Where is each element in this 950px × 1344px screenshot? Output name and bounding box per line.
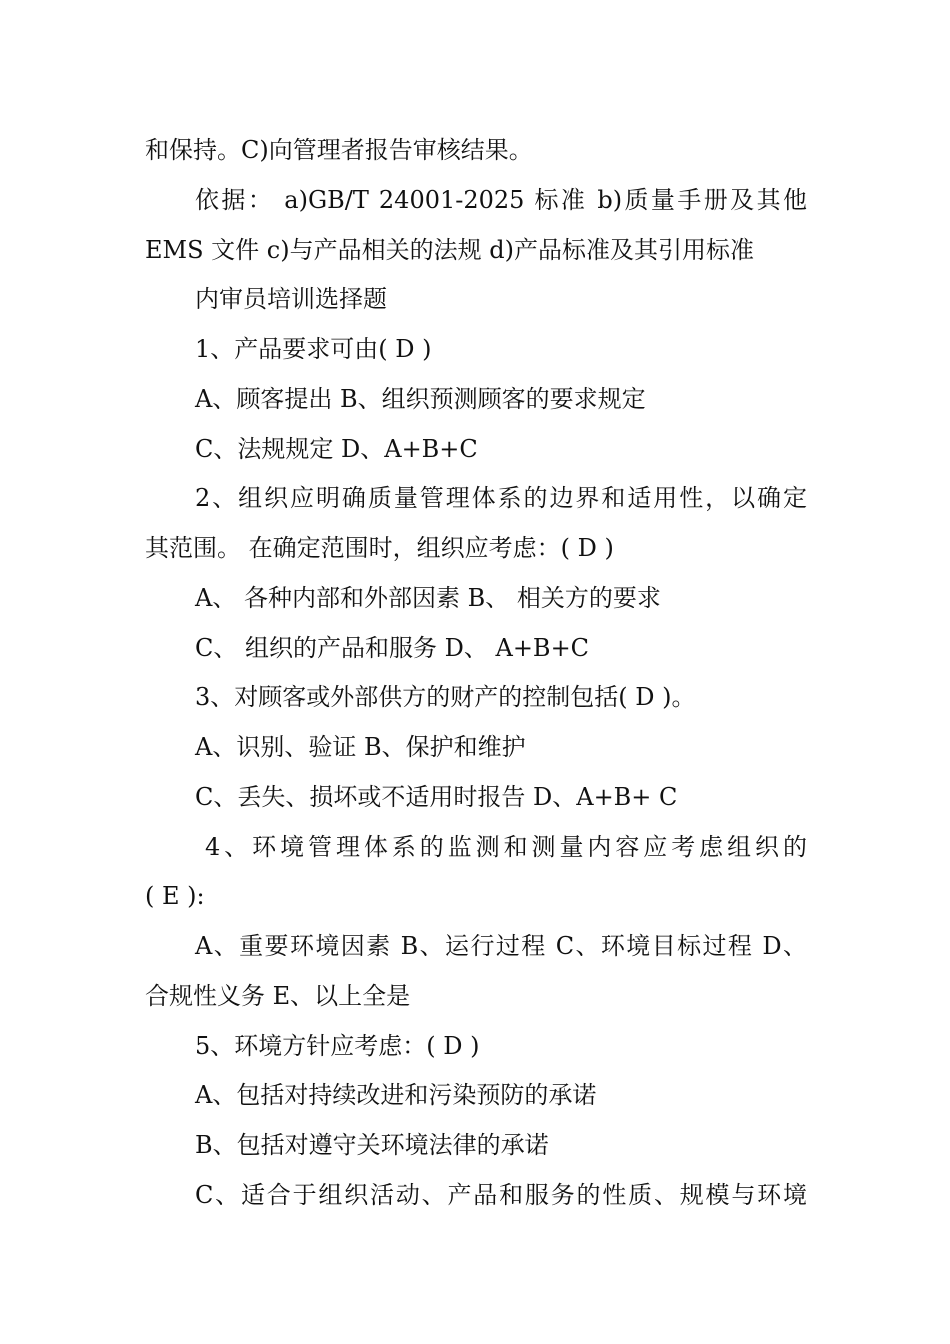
question-2-options-cd: C、 组织的产品和服务 D、 A+B+C xyxy=(195,634,590,662)
question-1: 1、产品要求可由( D ) xyxy=(195,335,432,363)
question-5-option-c: C、适合于组织活动、产品和服务的性质、规模与环境 xyxy=(195,1181,807,1209)
question-2-line-2: 其范围。 在确定范围时，组织应考虑：( D ) xyxy=(145,534,614,562)
question-5: 5、环境方针应考虑：( D ) xyxy=(195,1032,480,1060)
question-3-options-ab: A、识别、验证 B、保护和维护 xyxy=(195,733,526,761)
question-5-option-b: B、包括对遵守关环境法律的承诺 xyxy=(195,1131,549,1159)
question-3: 3、对顾客或外部供方的财产的控制包括( D )。 xyxy=(195,683,696,711)
question-4-line-2: ( E ): xyxy=(145,882,205,910)
question-2-options-ab: A、 各种内部和外部因素 B、 相关方的要求 xyxy=(195,584,661,612)
question-5-option-a: A、包括对持续改进和污染预防的承诺 xyxy=(195,1081,597,1109)
text-line-3: EMS 文件 c)与产品相关的法规 d)产品标准及其引用标准 xyxy=(145,236,754,264)
text-line-2: 依据： a)GB/T 24001-2025 标准 b)质量手册及其他 xyxy=(195,186,807,214)
question-4-options-line-2: 合规性义务 E、以上全是 xyxy=(145,982,411,1010)
question-3-options-cd: C、丢失、损坏或不适用时报告 D、A+B+ C xyxy=(195,783,678,811)
question-4-line-1: 4、环境管理体系的监测和测量内容应考虑组织的 xyxy=(205,833,807,861)
text-line-1: 和保持。C)向管理者报告审核结果。 xyxy=(145,136,533,164)
section-heading: 内审员培训选择题 xyxy=(195,285,387,313)
question-1-options-ab: A、顾客提出 B、组织预测顾客的要求规定 xyxy=(195,385,646,413)
question-1-options-cd: C、法规规定 D、A+B+C xyxy=(195,435,478,463)
question-2-line-1: 2、组织应明确质量管理体系的边界和适用性，以确定 xyxy=(195,484,807,512)
question-4-options-line-1: A、重要环境因素 B、运行过程 C、环境目标过程 D、 xyxy=(195,932,807,960)
